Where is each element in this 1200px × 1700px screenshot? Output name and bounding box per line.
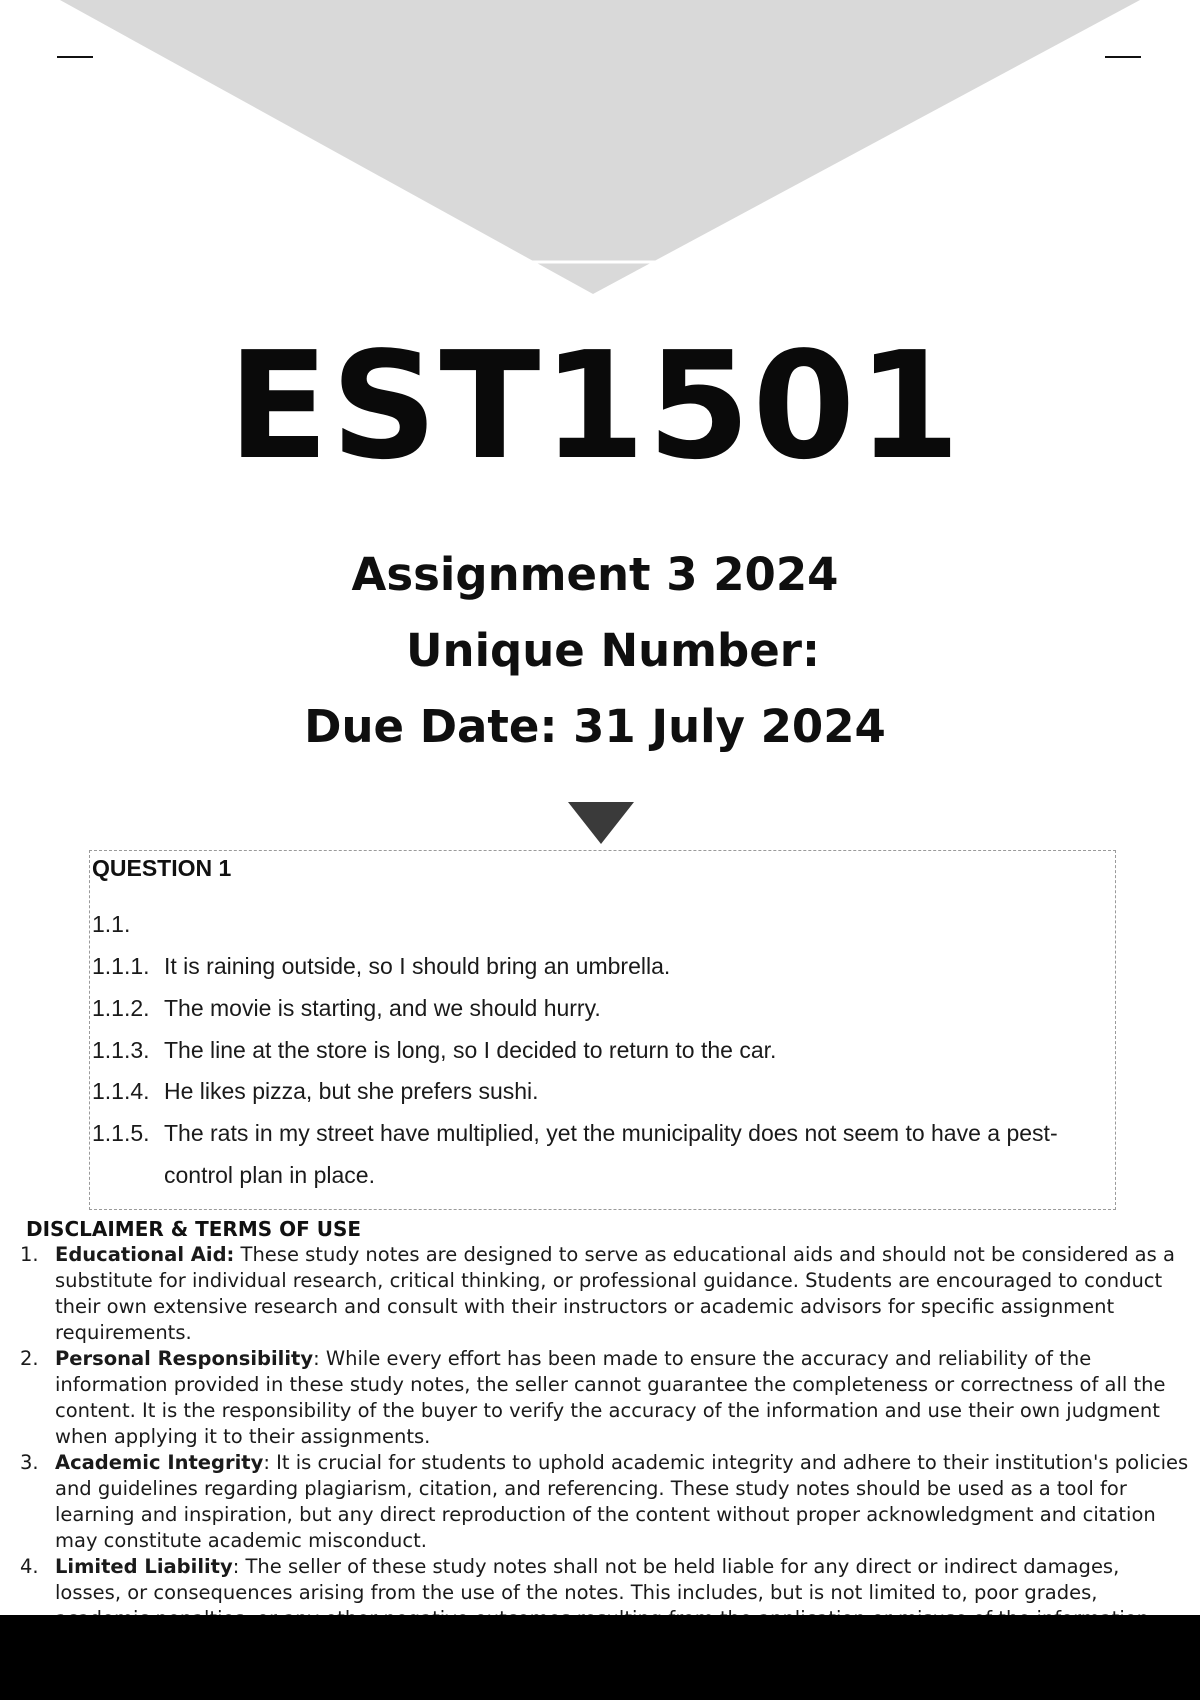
question-item-number: 1.1.5. [92,1120,150,1146]
question-box [89,850,1116,1210]
disclaimer-item-term: Personal Responsibility [55,1347,314,1370]
disclaimer-item-term: Educational Aid: [55,1243,235,1266]
down-arrow-icon [568,802,634,844]
disclaimer-list [0,1242,1190,1632]
viewer-bottom-bar [0,1615,1200,1700]
disclaimer-item [0,1450,1190,1554]
disclaimer-item-number: 3. [20,1451,39,1474]
disclaimer-item [0,1242,1190,1346]
question-item-number: 1.1.2. [92,995,150,1021]
header-rule-left [57,56,93,58]
question-item-number: 1.1.4. [92,1078,150,1104]
question-item-text: The line at the store is long, so I decided to return to the car. [164,1037,777,1063]
question-item-text: It is raining outside, so I should bring an umbrella. [164,953,671,979]
question-item [92,997,601,1020]
disclaimer-item-text: : It is crucial for students to uphold academic integrity and adhere to their institution's policies and guidelines regarding plagiarism, citation, and referencing. These study notes should be used as a tool for learning and inspiration, but any direct reproduction of the content without proper acknowledgment and citation may constitute academic misconduct. [55,1451,1189,1552]
question-item-text: The movie is starting, and we should hurry. [164,995,601,1021]
question-item-continuation: control plan in place. [164,1162,375,1188]
header-banner-chevron [0,0,1200,300]
question-title: QUESTION 1 [92,855,232,881]
header-rule-right [1105,56,1141,58]
question-item [92,1080,539,1103]
question-item-number: 1.1.3. [92,1037,150,1063]
assignment-title: Assignment 3 2024 [351,548,839,601]
due-date-label: Due Date: 31 July 2024 [304,700,886,753]
course-code-title: EST1501 [227,320,963,492]
unique-number-label: Unique Number: [406,624,820,677]
question-item-number: 1.1.1. [92,953,150,979]
disclaimer-item-number: 4. [20,1555,39,1578]
disclaimer-item-term: Limited Liability [55,1555,233,1578]
disclaimer-item-term: Academic Integrity [55,1451,264,1474]
question-item-text: He likes pizza, but she prefers sushi. [164,1078,539,1104]
banner-chevron-shape [60,0,1140,294]
question-item [92,1122,1058,1145]
disclaimer-item-number: 2. [20,1347,39,1370]
disclaimer-item-text: : While every effort has been made to ensure the accuracy and reliability of the information provided in these study notes, the seller cannot guarantee the completeness or correctness of all the content. It is the responsibility of the buyer to verify the accuracy of the information and use their own judgment when applying it to their assignments. [55,1347,1166,1448]
disclaimer-item-text: These study notes are designed to serve as educational aids and should not be considered as a substitute for individual research, critical thinking, or professional guidance. Students are encouraged to conduct their own extensive research and consult with their instructors or academic advisors for specific assignment requirements. [55,1243,1175,1344]
question-item-text: The rats in my street have multiplied, yet the municipality does not seem to have a pest- [164,1120,1058,1146]
question-section-number: 1.1. [92,911,131,937]
disclaimer-item [0,1346,1190,1450]
disclaimer-heading: DISCLAIMER & TERMS OF USE [26,1217,362,1241]
question-item [92,1039,776,1062]
question-item [92,955,670,978]
disclaimer-item-number: 1. [20,1243,39,1266]
disclaimer-item-text: : The seller of these study notes shall not be held liable for any direct or indirect damages, losses, or consequences arising from the use of the notes. This includes, but is not limited to, poor grades, [55,1555,1120,1604]
